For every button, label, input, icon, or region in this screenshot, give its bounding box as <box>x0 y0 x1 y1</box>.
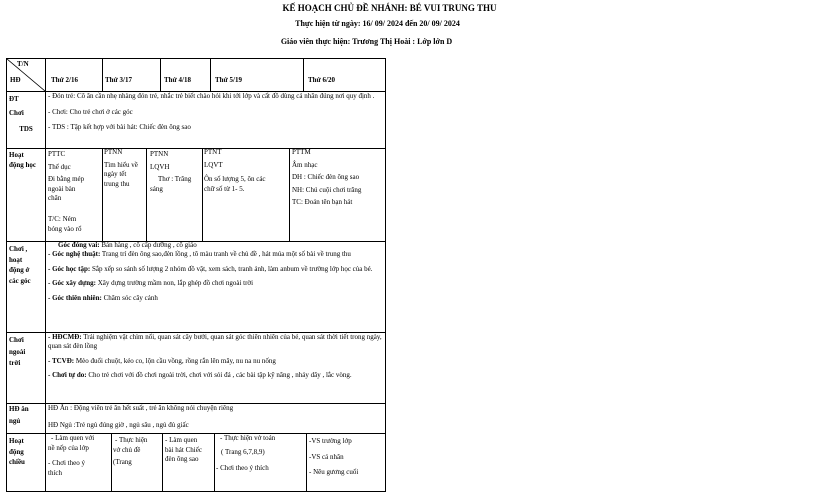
chieu-mon: - Làm quen với nề nếp của lớp - Chơi theo ý thích <box>48 434 95 477</box>
day-header: Thứ 4/18 <box>164 76 191 84</box>
lesson-thu: PTNT LQVT Ôn số lượng 5, ôn các chữ số từ 1- 5. <box>204 148 266 193</box>
row-label-don-tre: ĐT Chơi TDS <box>9 95 33 133</box>
col-divider <box>146 148 147 242</box>
lesson-mon: PTTC Thể dục Đi bằng mép ngoài bàn chân T/C: Ném bóng vào rổ <box>48 150 85 233</box>
row-label-hoat-dong-hoc: Hoạt động học <box>9 151 37 169</box>
col-divider <box>289 148 290 242</box>
col-divider <box>214 433 215 492</box>
lesson-tue: PTNN Tìm hiểu về ngày tết trung thu <box>104 148 138 188</box>
col-divider <box>102 58 103 92</box>
label-column-divider <box>45 58 46 492</box>
corner-top-label: T/N <box>17 60 29 68</box>
plan-teacher: Giáo viên thực hiện: Trương Thị Hoài : Lớp lớn D <box>280 37 453 46</box>
col-divider <box>162 433 163 492</box>
row-label-chieu: Hoạt động chiều <box>9 437 25 466</box>
corner-bottom-label: HĐ <box>10 76 21 84</box>
don-tre-content: - Đón trẻ: Cô ân cần nhẹ nhàng đón trẻ, nhắc trẻ biết chào hỏi khi tới lớp và cất đồ dùng cá nhân đúng nơi quy định . - Chơi: Cho trẻ chơi ở các góc - TDS : Tập kết hợp với bài hát: Chiếc đèn ông sao <box>48 92 375 131</box>
table-border-bottom <box>6 491 386 492</box>
plan-title: KẾ HOẠCH CHỦ ĐỀ NHÁNH: BÉ VUI TRUNG THU <box>282 3 497 13</box>
chieu-wed: - Làm quen bài hát Chiếc đèn ông sao <box>165 436 202 463</box>
day-header: Thứ 6/20 <box>308 76 335 84</box>
table-border-left <box>6 58 7 492</box>
row-label-an-ngu: HĐ ăn ngủ <box>9 405 29 425</box>
day-header: Thứ 3/17 <box>105 76 132 84</box>
day-header: Thứ 5/19 <box>215 76 242 84</box>
chieu-fri: -VS trường lớp -VS cá nhân - Nêu gương cuối <box>309 437 359 476</box>
col-divider <box>202 148 203 242</box>
col-divider <box>306 433 307 492</box>
table-border-right <box>385 58 386 492</box>
lesson-wed: PTNN LQVH Thơ : Trăng sáng <box>150 150 192 193</box>
col-divider <box>111 433 112 492</box>
col-divider <box>160 58 161 92</box>
choi-goc-content: Góc đóng vai: Bán hàng , cô cấp dưỡng , cô giáo - Góc nghệ thuật: Trang trí đèn ông sao,đèn lồng , tô màu tranh về chủ đề , hát múa một số bài về trung thu - Góc học tập: Sắp xếp so sánh số lượng 2 nhóm đồ vật, xem sách, tranh ảnh, làm anbum về trường lớp học của bé. - Góc xây dựng: Xây dựng trường mầm non, lắp ghép đồ chơi ngoài trời - Góc thiên nhiên: Chăm sóc cây cảnh <box>48 241 373 302</box>
an-ngu-content: HĐ Ăn : Động viên trẻ ăn hết suất , trẻ ăn không nói chuyện riêng HĐ Ngủ :Trẻ ngủ đúng giờ , ngủ sâu , ngủ đủ giấc <box>48 404 234 429</box>
lesson-fri: PTTM Âm nhạc DH : Chiếc đèn ông sao NH: Chú cuội chơi trăng TC: Đoán tên bạn hát <box>292 148 362 206</box>
row-label-choi-ngoai-troi: Chơi ngoài trời <box>9 336 26 367</box>
choi-ngoai-troi-content: - HĐCMĐ: Trải nghiệm vật chìm nổi, quan sát cây bưởi, quan sát góc thiên nhiên của bé, quan sát thời tiết trong ngày, quan sát đèn lồng - TCVĐ: Mèo đuổi chuột, kéo co, lộn cầu vồng, rồng rắn lên mây, nu na nu nống - Chơi tự do: Cho trẻ chơi với đồ chơi ngoài trời, chơi với sỏi đá , các bài tập kỹ năng , nhảy dây , lắc vòng. <box>48 333 382 380</box>
col-divider <box>303 58 304 92</box>
plan-table <box>6 58 386 492</box>
col-divider <box>102 148 103 242</box>
day-header: Thứ 2/16 <box>51 76 78 84</box>
col-divider <box>210 58 211 92</box>
plan-dates: Thực hiện từ ngày: 16/ 09/ 2024 đến 20/ 09/ 2024 <box>295 19 460 28</box>
chieu-thu: - Thực hiện vở toán ( Trang 6,7,8,9) - Chơi theo ý thích <box>216 434 276 472</box>
table-border-top <box>6 58 386 59</box>
chieu-tue: - Thực hiện vở chủ đề (Trang <box>113 436 148 466</box>
row-label-choi-goc: Chơi , hoạt động ở các góc <box>9 245 31 285</box>
